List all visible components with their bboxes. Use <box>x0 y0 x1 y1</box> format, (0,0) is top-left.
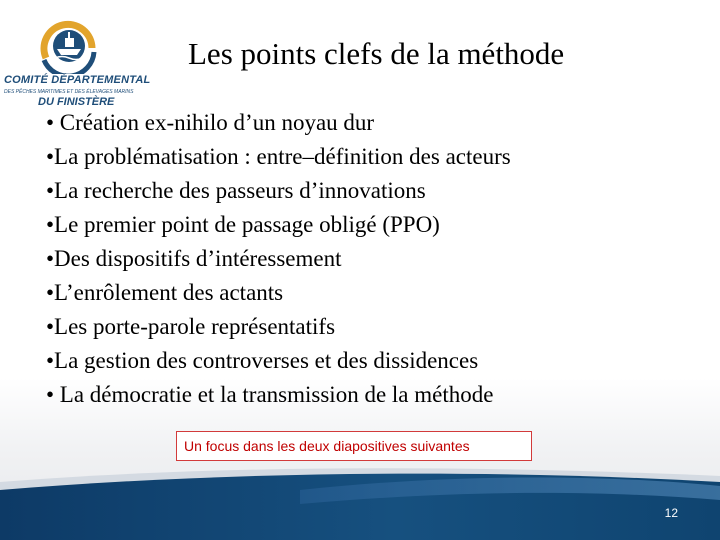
bullet-item: •La problématisation : entre–définition des acteurs <box>46 144 511 169</box>
logo-title: COMITÉ DÉPARTEMENTAL <box>4 74 151 86</box>
page-number: 12 <box>664 506 678 520</box>
bullet-item: •Des dispositifs d’intéressement <box>46 246 342 271</box>
logo-subtitle: DES PÊCHES MARITIMES ET DES ÉLEVAGES MARINS <box>4 89 134 95</box>
logo <box>2 18 151 110</box>
bullet-item: •Le premier point de passage obligé (PPO) <box>46 212 440 237</box>
bullet-list <box>46 106 511 412</box>
boat-emblem-icon <box>38 18 100 74</box>
slide-title: Les points clefs de la méthode <box>188 36 565 71</box>
focus-note: Un focus dans les deux diapositives suivantes <box>176 431 532 461</box>
bullet-item: •La gestion des controverses et des dissidences <box>46 348 479 373</box>
bullet-item: •Les porte-parole représentatifs <box>46 314 336 339</box>
footer-band <box>0 460 720 540</box>
logo-department: DU FINISTÈRE <box>38 96 115 108</box>
bullet-item: • Création ex-nihilo d’un noyau dur <box>46 110 375 135</box>
bullet-item: •La recherche des passeurs d’innovations <box>46 178 426 203</box>
bullet-item: • La démocratie et la transmission de la méthode <box>46 382 494 407</box>
bullet-item: •L’enrôlement des actants <box>46 280 284 305</box>
